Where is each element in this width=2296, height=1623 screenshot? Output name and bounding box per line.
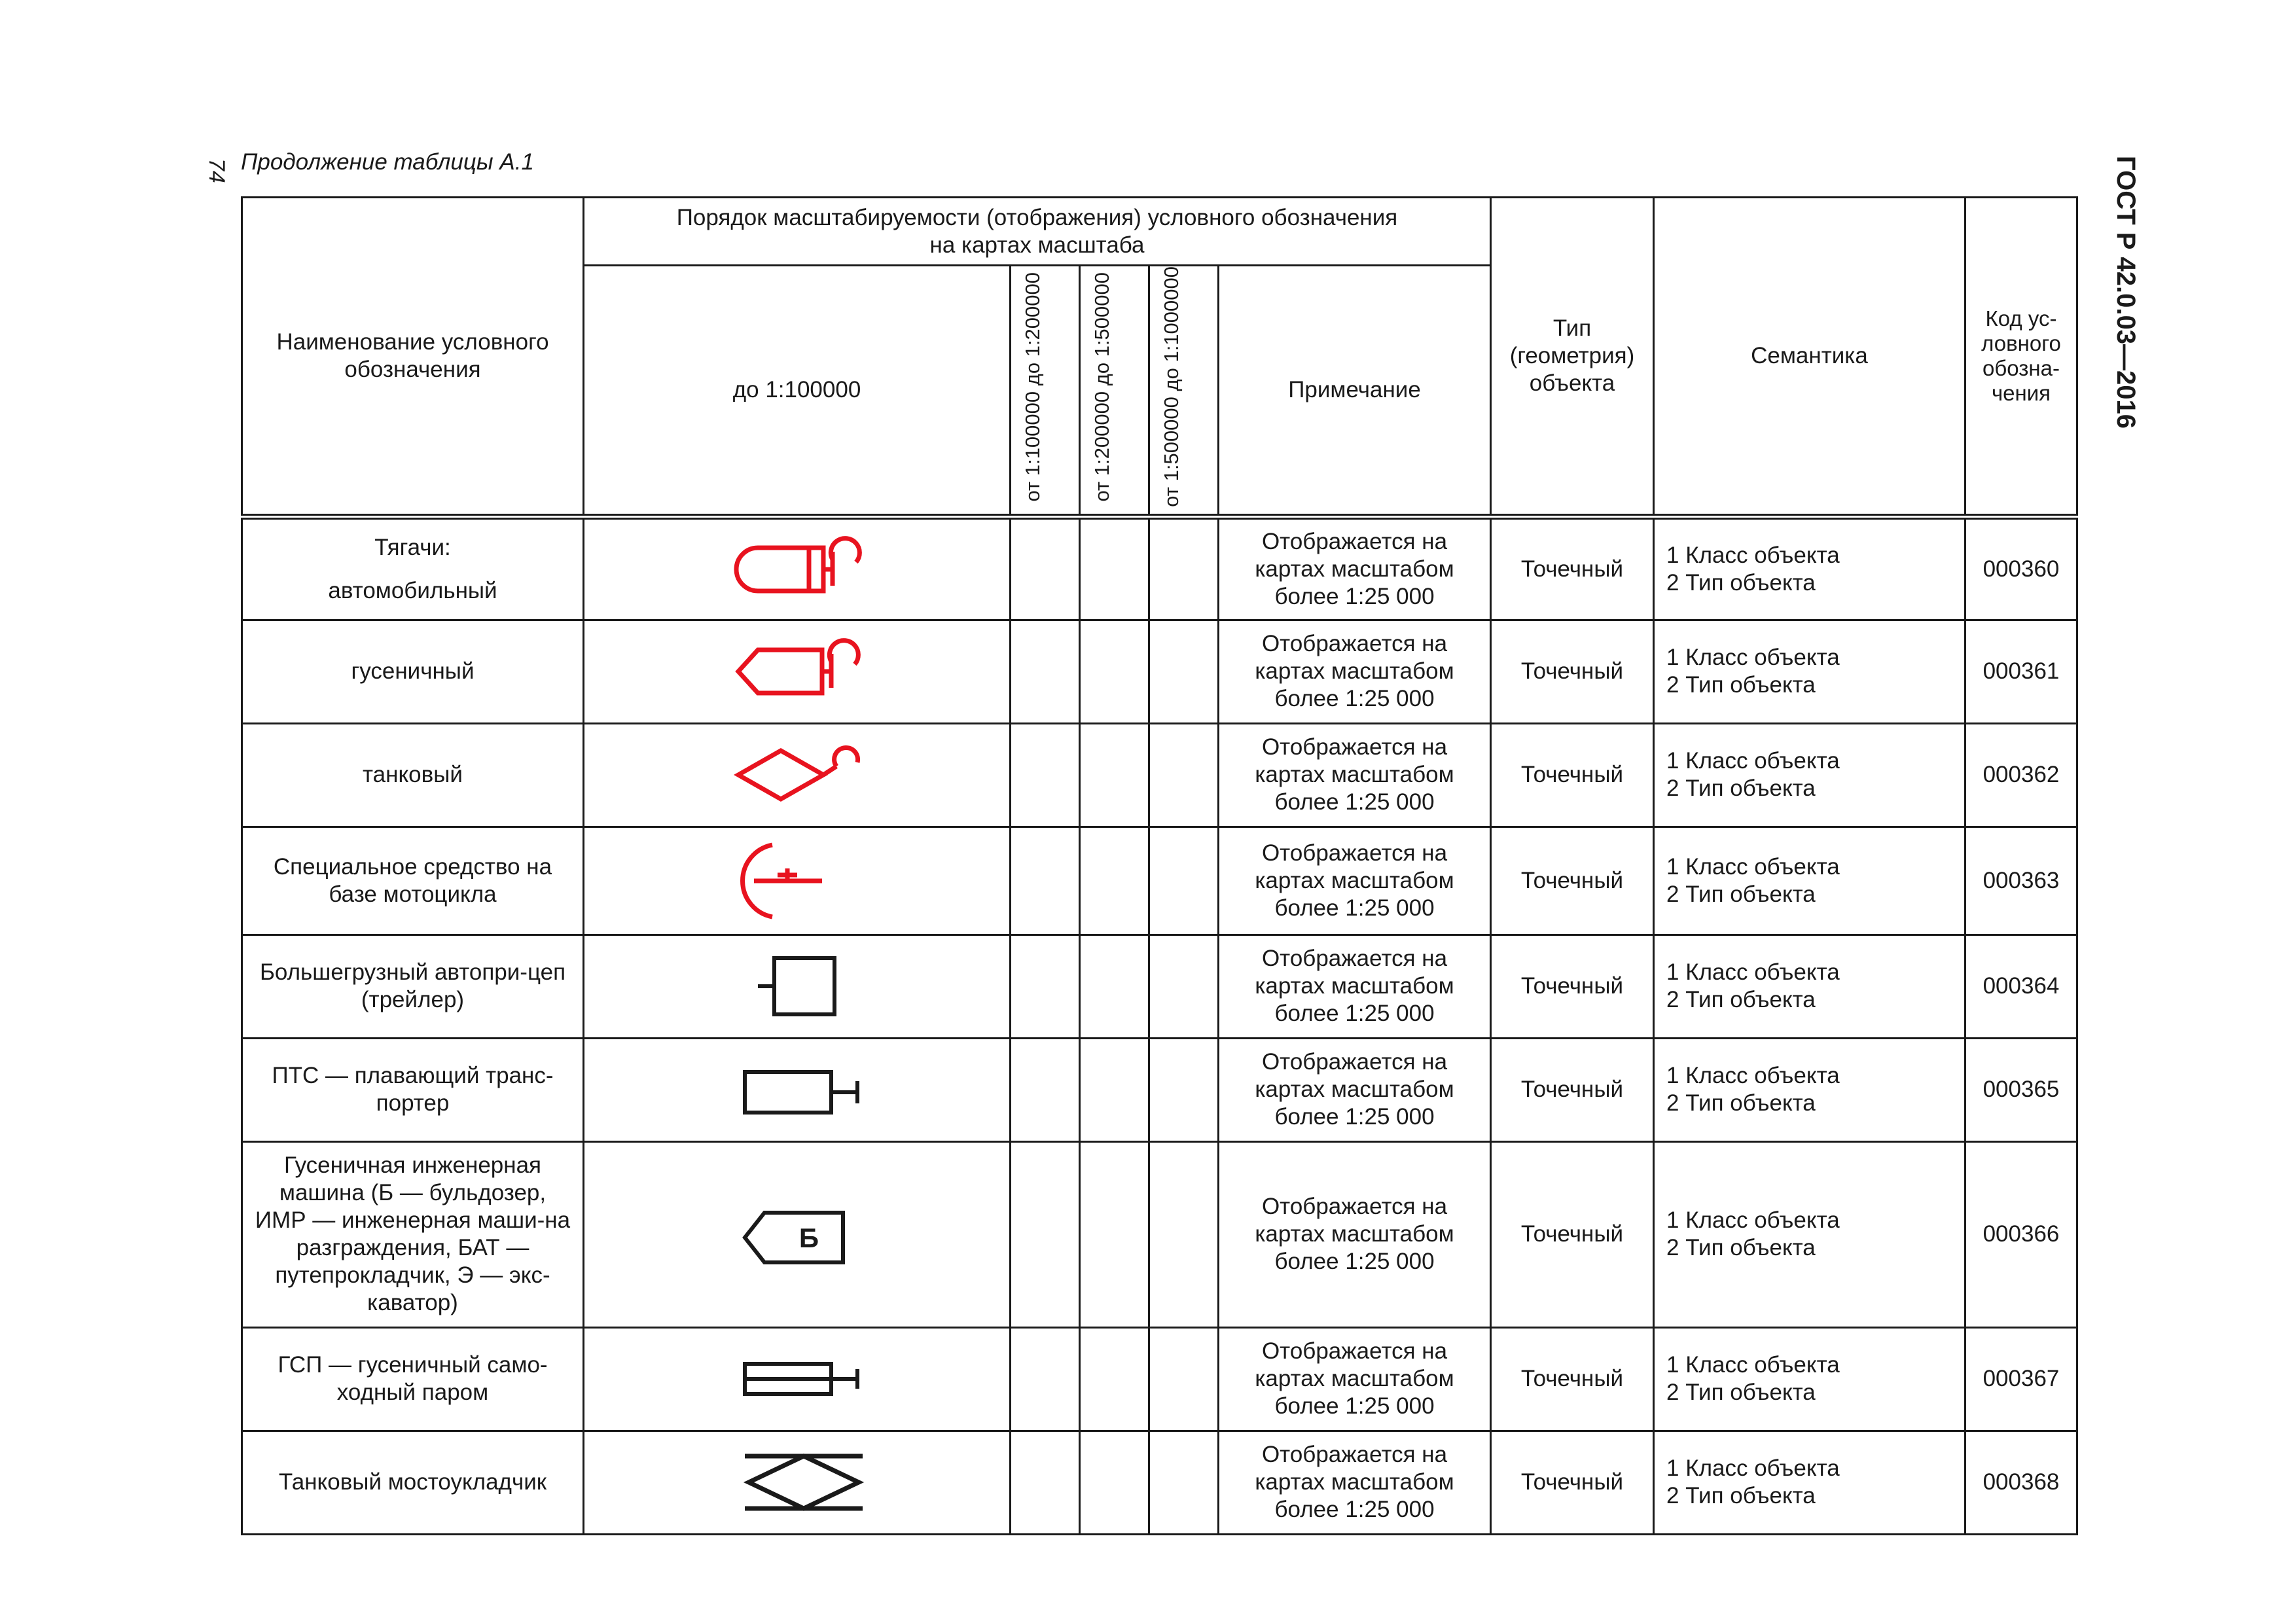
- scale-2-cell: [1011, 516, 1080, 620]
- scale-4-cell: [1149, 1327, 1219, 1431]
- row-note: Отображается на картах масштабом более 1:25 000: [1219, 1431, 1491, 1534]
- scale-4-cell: [1149, 1141, 1219, 1327]
- trailer-icon: [584, 935, 1011, 1038]
- row-note: Отображается на картах масштабом более 1:25 000: [1219, 935, 1491, 1038]
- header-scale-3: от 1:200000 до 1:500000: [1080, 266, 1149, 517]
- row-code: 000362: [1965, 723, 2077, 827]
- standard-code: ГОСТ Р 42.0.03—2016: [2111, 156, 2140, 429]
- scale-3-cell: [1080, 1327, 1149, 1431]
- row-code: 000368: [1965, 1431, 2077, 1534]
- scale-2-cell: [1011, 827, 1080, 935]
- header-code: Код ус-ловного обозна-чения: [1965, 198, 2077, 517]
- scale-2-cell: [1011, 935, 1080, 1038]
- tractor-tracked-icon: [584, 620, 1011, 723]
- row-type: Точечный: [1491, 1141, 1654, 1327]
- header-type: Тип (геометрия) объекта: [1491, 198, 1654, 517]
- table-row: [242, 1327, 2077, 1431]
- row-note: Отображается на картах масштабом более 1:25 000: [1219, 1327, 1491, 1431]
- row-semantics: 1 Класс объекта 2 Тип объекта: [1654, 1038, 1965, 1141]
- scale-2-cell: [1011, 1431, 1080, 1534]
- row-name: Гусеничная инженерная машина (Б — бульдозер, ИМР — инженерная маши-на разграждения, БАТ — путепрокладчик, Э — экс-каватор): [242, 1141, 584, 1327]
- row-code: 000364: [1965, 935, 2077, 1038]
- scale-3-cell: [1080, 935, 1149, 1038]
- engineering-vehicle-letter: Б: [798, 1222, 819, 1254]
- scale-2-cell: [1011, 723, 1080, 827]
- scale-3-cell: [1080, 1141, 1149, 1327]
- row-type: Точечный: [1491, 620, 1654, 723]
- scale-2-cell: [1011, 620, 1080, 723]
- scale-3-cell: [1080, 620, 1149, 723]
- row-semantics: 1 Класс объекта 2 Тип объекта: [1654, 516, 1965, 620]
- header-note: Примечание: [1219, 266, 1491, 517]
- row-note: Отображается на картах масштабом более 1:25 000: [1219, 1038, 1491, 1141]
- row-name: гусеничный: [242, 620, 584, 723]
- row-note: Отображается на картах масштабом более 1:25 000: [1219, 620, 1491, 723]
- table-row: [242, 1431, 2077, 1534]
- header-scale-group: Порядок масштабируемости (отображения) условного обозначения на картах масштаба: [584, 198, 1491, 266]
- row-note: Отображается на картах масштабом более 1:25 000: [1219, 827, 1491, 935]
- row-name: Специальное средство на базе мотоцикла: [242, 827, 584, 935]
- row-semantics: 1 Класс объекта 2 Тип объекта: [1654, 827, 1965, 935]
- row-type: Точечный: [1491, 935, 1654, 1038]
- row-name: ГСП — гусеничный само-ходный паром: [242, 1327, 584, 1431]
- row-code: 000367: [1965, 1327, 2077, 1431]
- table-row: [242, 827, 2077, 935]
- row-semantics: 1 Класс объекта 2 Тип объекта: [1654, 1431, 1965, 1534]
- header-semantics: Семантика: [1654, 198, 1965, 517]
- row-name: Большегрузный автопри-цеп (трейлер): [242, 935, 584, 1038]
- symbol-table: [241, 196, 2078, 1535]
- row-note: Отображается на картах масштабом более 1:25 000: [1219, 723, 1491, 827]
- scale-4-cell: [1149, 620, 1219, 723]
- scale-3-cell: [1080, 827, 1149, 935]
- row-name: танковый: [242, 723, 584, 827]
- row-code: 000363: [1965, 827, 2077, 935]
- row-type: Точечный: [1491, 1038, 1654, 1141]
- row-semantics: 1 Класс объекта 2 Тип объекта: [1654, 935, 1965, 1038]
- row-semantics: 1 Класс объекта 2 Тип объекта: [1654, 1327, 1965, 1431]
- table-row: [242, 1038, 2077, 1141]
- row-code: 000361: [1965, 620, 2077, 723]
- table-row: [242, 516, 2077, 620]
- row-code: 000366: [1965, 1141, 2077, 1327]
- scale-4-cell: [1149, 827, 1219, 935]
- scale-4-cell: [1149, 723, 1219, 827]
- row-semantics: 1 Класс объекта 2 Тип объекта: [1654, 620, 1965, 723]
- table-caption: Продолжение таблицы А.1: [241, 149, 534, 175]
- page-number: 74: [204, 158, 229, 183]
- scale-2-cell: [1011, 1327, 1080, 1431]
- tractor-auto-icon: [584, 516, 1011, 620]
- scale-4-cell: [1149, 1038, 1219, 1141]
- row-type: Точечный: [1491, 516, 1654, 620]
- scale-4-cell: [1149, 516, 1219, 620]
- tank-bridge-layer-icon: [584, 1431, 1011, 1534]
- row-type: Точечный: [1491, 827, 1654, 935]
- row-name: Тягачи: автомобильный: [242, 516, 584, 620]
- table-row: [242, 935, 2077, 1038]
- row-semantics: 1 Класс объекта 2 Тип объекта: [1654, 723, 1965, 827]
- motorcycle-special-icon: [584, 827, 1011, 935]
- engineering-vehicle-icon: [584, 1141, 1011, 1327]
- scale-4-cell: [1149, 935, 1219, 1038]
- header-scale-2: от 1:100000 до 1:200000: [1011, 266, 1080, 517]
- scale-3-cell: [1080, 516, 1149, 620]
- row-semantics: 1 Класс объекта 2 Тип объекта: [1654, 1141, 1965, 1327]
- table-row: [242, 723, 2077, 827]
- self-propelled-ferry-icon: [584, 1327, 1011, 1431]
- row-note: Отображается на картах масштабом более 1:25 000: [1219, 516, 1491, 620]
- row-type: Точечный: [1491, 1431, 1654, 1534]
- scale-2-cell: [1011, 1038, 1080, 1141]
- header-name: Наименование условного обозначения: [242, 198, 584, 517]
- row-type: Точечный: [1491, 1327, 1654, 1431]
- row-code: 000365: [1965, 1038, 2077, 1141]
- scale-3-cell: [1080, 1038, 1149, 1141]
- header-scale-1: до 1:100000: [584, 266, 1011, 517]
- table-row: [242, 620, 2077, 723]
- row-type: Точечный: [1491, 723, 1654, 827]
- scale-4-cell: [1149, 1431, 1219, 1534]
- row-name: ПТС — плавающий транс-портер: [242, 1038, 584, 1141]
- scale-3-cell: [1080, 1431, 1149, 1534]
- header-scale-4: от 1:500000 до 1:1000000: [1149, 266, 1219, 517]
- floating-transporter-icon: [584, 1038, 1011, 1141]
- row-name: Танковый мостоукладчик: [242, 1431, 584, 1534]
- table-row: [242, 1141, 2077, 1327]
- row-code: 000360: [1965, 516, 2077, 620]
- scale-2-cell: [1011, 1141, 1080, 1327]
- scale-3-cell: [1080, 723, 1149, 827]
- row-note: Отображается на картах масштабом более 1:25 000: [1219, 1141, 1491, 1327]
- tractor-tank-icon: [584, 723, 1011, 827]
